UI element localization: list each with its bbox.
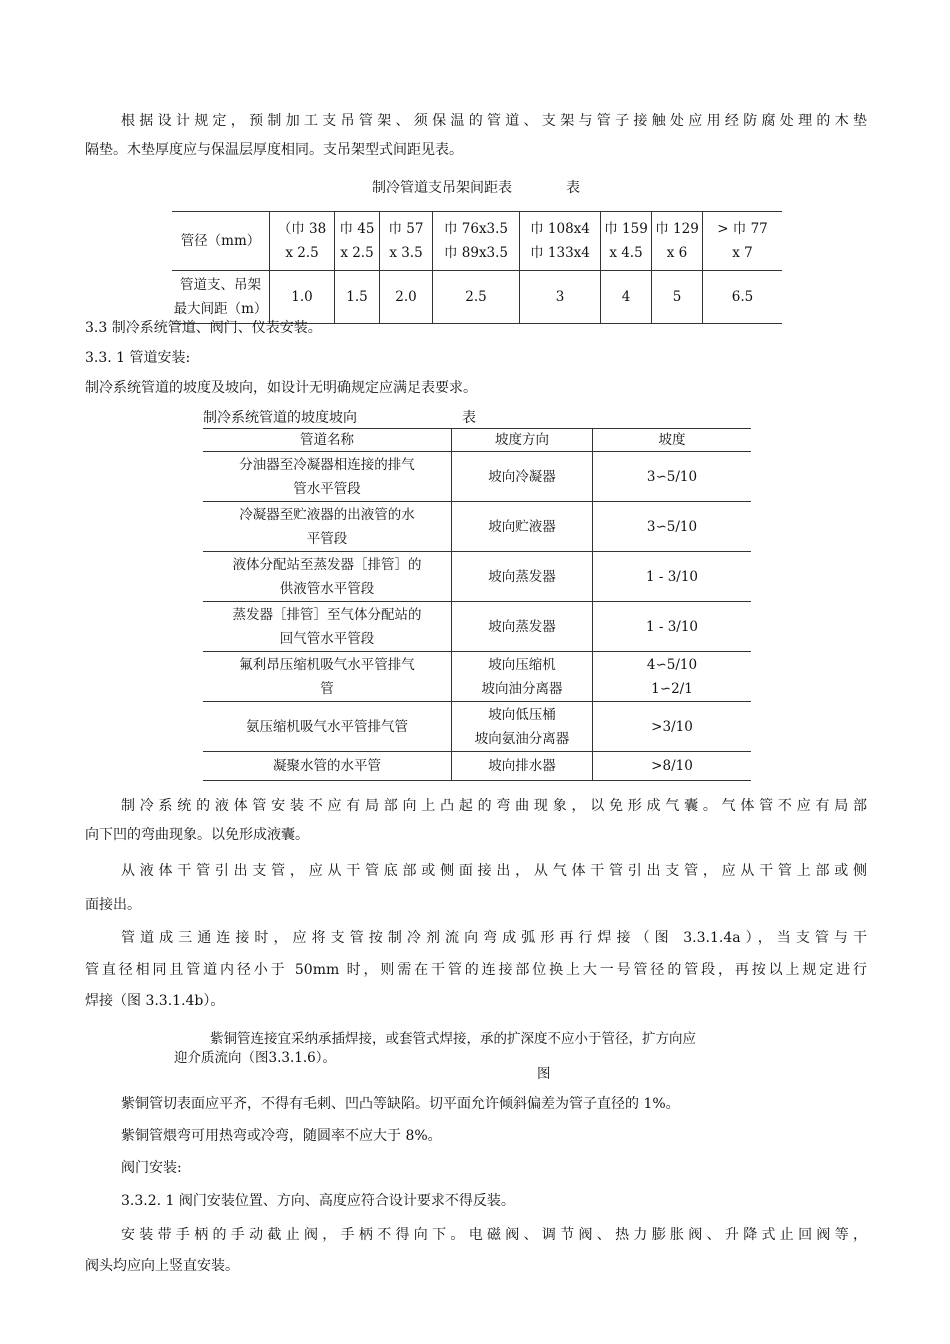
table-header-cell: 管道支、吊架 最大间距（m） xyxy=(172,271,270,324)
table-cell: 1.5 xyxy=(335,271,380,324)
table1-caption: 制冷管道支吊架间距表 xyxy=(372,180,512,196)
table-cell: 巾 57 x 3.5 xyxy=(380,212,433,271)
table-cell: 4 xyxy=(601,271,652,324)
table-cell: 1 - 3/10 xyxy=(593,602,752,652)
table-row xyxy=(203,552,751,602)
table-cell: 3∽5/10 xyxy=(593,502,752,552)
table1-caption-suffix: 表 xyxy=(566,180,580,196)
table-cell: 2.5 xyxy=(433,271,520,324)
table2-caption: 制冷系统管道的坡度坡向 xyxy=(203,410,357,426)
table-cell: 坡向排水器 xyxy=(452,752,593,781)
table-header-cell: 坡度 xyxy=(593,429,752,452)
table-row xyxy=(203,502,751,552)
table-cell: 3 xyxy=(520,271,601,324)
table-cell: 巾 159 x 4.5 xyxy=(601,212,652,271)
table-header-row xyxy=(203,429,751,452)
table-cell: 4∽5/10 1∽2/1 xyxy=(593,652,752,702)
table-cell: >3/10 xyxy=(593,702,752,752)
table-header-cell: 管径（mm） xyxy=(172,212,270,271)
table-cell: 坡向冷凝器 xyxy=(452,452,593,502)
intro-line-1: 根据设计规定，预制加工支吊管架、须保温的管道、支架与管子接触处应用经防腐处理的木垫 xyxy=(121,113,867,129)
table-cell: 氨压缩机吸气水平管排气管 xyxy=(203,702,452,752)
pipe-slope-table xyxy=(203,428,751,781)
table-cell: 坡向贮液器 xyxy=(452,502,593,552)
table-header-cell: 管道名称 xyxy=(203,429,452,452)
intro-line-2: 隔垫。木垫厚度应与保温层厚度相同。支吊架型式间距见表。 xyxy=(85,142,463,158)
table-row xyxy=(172,212,782,271)
copper-weld-line-1: 紫铜管连接宜采纳承插焊接，或套管式焊接，承的扩深度不应小于管径，扩方向应 xyxy=(210,1031,696,1047)
table-row xyxy=(203,702,751,752)
slope-intro: 制冷系统管道的坡度及坡向，如设计无明确规定应满足表要求。 xyxy=(85,380,477,396)
table-cell: >8/10 xyxy=(593,752,752,781)
table-cell: 坡向低压桶 坡向氨油分离器 xyxy=(452,702,593,752)
table-cell: 巾 129 x 6 xyxy=(652,212,703,271)
figure-label: 图 xyxy=(537,1066,551,1082)
table-row xyxy=(203,452,751,502)
tee-line-3: 焊接（图 3.3.1.4b）。 xyxy=(85,993,225,1009)
branch-pipe-line-2: 面接出。 xyxy=(85,897,141,913)
table-cell: 6.5 xyxy=(703,271,783,324)
tee-line-2: 管直径相同且管道内径小于 50mm 时，则需在干管的连接部位换上大一号管径的管段，再按以上规定进行 xyxy=(85,962,867,978)
table-row xyxy=(203,652,751,702)
liquid-pipe-line-1: 制冷系统的液体管安装不应有局部向上凸起的弯曲现象，以免形成气囊。气体管不应有局部 xyxy=(121,798,867,814)
table-row xyxy=(203,752,751,781)
table2-caption-suffix: 表 xyxy=(462,410,476,426)
copper-weld-line-2: 迎介质流向（图3.3.1.6）。 xyxy=(174,1050,336,1066)
table-cell: （巾 38 x 2.5 xyxy=(270,212,335,271)
table-cell: 液体分配站至蒸发器［排管］的 供液管水平管段 xyxy=(203,552,452,602)
table-cell: 分油器至冷凝器相连接的排气 管水平管段 xyxy=(203,452,452,502)
valve-paragraph-2-line-1: 安装带手柄的手动截止阀，手柄不得向下。电磁阀、调节阀、热力膨胀阀、升降式止回阀等， xyxy=(121,1227,867,1243)
liquid-pipe-line-2: 向下凹的弯曲现象。以免形成液囊。 xyxy=(85,827,309,843)
valve-paragraph-2-line-2: 阀头均应向上竖直安装。 xyxy=(85,1258,239,1274)
table-cell: 1.0 xyxy=(270,271,335,324)
table-cell: 3∽5/10 xyxy=(593,452,752,502)
subsection-heading: 3.3. 1 管道安装: xyxy=(85,350,191,366)
table-cell: 冷凝器至贮液器的出液管的水 平管段 xyxy=(203,502,452,552)
copper-cut-paragraph: 紫铜管切表面应平齐，不得有毛刺、凹凸等缺陷。切平面允许倾斜偏差为管子直径的 1%。 xyxy=(121,1096,680,1112)
section-heading: 3.3 制冷系统管道、阀门、仪表安装。 xyxy=(85,320,322,336)
table-cell: > 巾 77 x 7 xyxy=(703,212,783,271)
table-cell: 5 xyxy=(652,271,703,324)
table-cell: 蒸发器［排管］至气体分配站的 回气管水平管段 xyxy=(203,602,452,652)
table-cell: 氟利昂压缩机吸气水平管排气 管 xyxy=(203,652,452,702)
table-cell: 巾 45 x 2.5 xyxy=(335,212,380,271)
valve-section-title: 阀门安装: xyxy=(121,1160,182,1176)
table-cell: 坡向蒸发器 xyxy=(452,602,593,652)
table-row xyxy=(203,602,751,652)
pipe-support-spacing-table xyxy=(172,211,782,324)
table-header-cell: 坡度方向 xyxy=(452,429,593,452)
branch-pipe-line-1: 从液体干管引出支管，应从干管底部或侧面接出，从气体干管引出支管，应从干管上部或侧 xyxy=(121,863,867,879)
table-cell: 巾 108x4 巾 133x4 xyxy=(520,212,601,271)
tee-line-1: 管道成三通连接时，应将支管按制冷剂流向弯成弧形再行焊接（图 3.3.1.4a），当支管与干 xyxy=(121,930,867,946)
table-cell: 2.0 xyxy=(380,271,433,324)
valve-paragraph-1: 3.3.2. 1 阀门安装位置、方向、高度应符合设计要求不得反装。 xyxy=(121,1193,515,1209)
table-cell: 坡向压缩机 坡向油分离器 xyxy=(452,652,593,702)
table-cell: 1 - 3/10 xyxy=(593,552,752,602)
copper-bend-paragraph: 紫铜管煨弯可用热弯或冷弯，随圆率不应大于 8%。 xyxy=(121,1128,442,1144)
table-cell: 坡向蒸发器 xyxy=(452,552,593,602)
table-cell: 凝聚水管的水平管 xyxy=(203,752,452,781)
table-cell: 巾 76x3.5 巾 89x3.5 xyxy=(433,212,520,271)
table-row xyxy=(172,271,782,324)
